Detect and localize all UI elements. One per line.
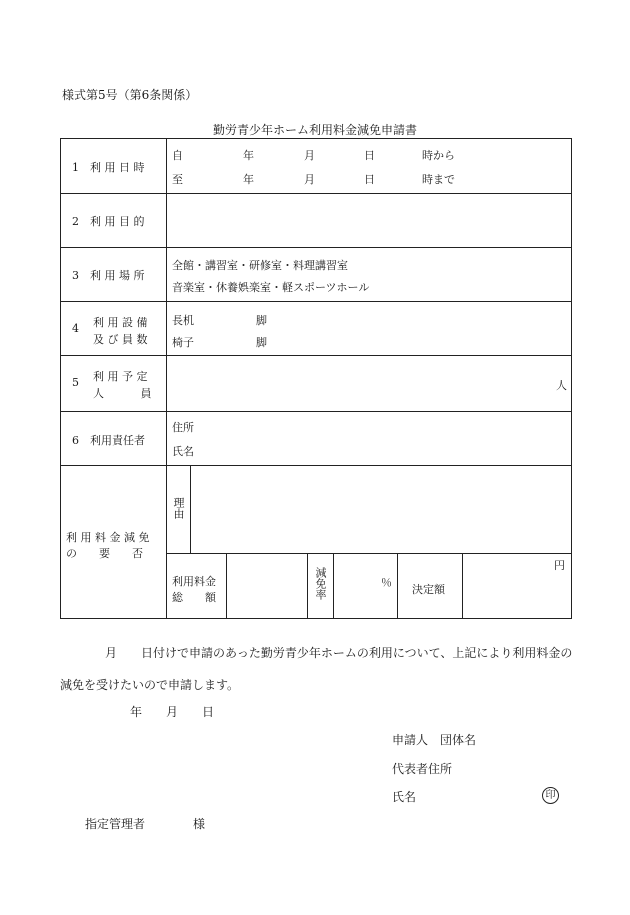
- to-time: 時まで: [422, 173, 455, 186]
- place-options-line1: 全館・講習室・研修室・料理講習室: [172, 259, 348, 272]
- row1-label: 1 利 用 日 時: [72, 161, 145, 174]
- from-day: 日: [364, 149, 375, 162]
- representative-address: 代表者住所: [392, 762, 453, 776]
- yen-unit: 円: [554, 559, 565, 572]
- from-year: 年: [243, 149, 254, 162]
- application-date: 年 月 日: [130, 705, 215, 719]
- total-label-line2: 総 額: [172, 591, 216, 604]
- to-prefix: 至: [172, 173, 183, 186]
- responsible-address: 住所: [172, 421, 194, 434]
- form-number: 様式第5号（第6条関係）: [62, 88, 198, 102]
- row6-label: 6 利用責任者: [72, 434, 145, 447]
- row7-label-line1: 利 用 料 金 減 免: [66, 531, 150, 544]
- to-year: 年: [243, 173, 254, 186]
- row4-number: 4: [72, 322, 79, 335]
- equipment-chair: 椅子: [172, 336, 194, 349]
- row5-number: 5: [72, 376, 79, 389]
- total-label-line1: 利用料金: [172, 575, 216, 588]
- document-title: 勤労青少年ホーム利用料金減免申請書: [213, 123, 418, 137]
- equipment-desk-unit: 脚: [256, 314, 267, 327]
- from-month: 月: [304, 149, 315, 162]
- row5-label-line2: 人 員: [93, 387, 152, 400]
- persons-unit: 人: [556, 379, 567, 392]
- row3-label: 3 利 用 場 所: [72, 269, 145, 282]
- row4-label-line1: 利 用 設 備: [93, 316, 148, 329]
- from-prefix: 自: [172, 149, 183, 162]
- applicant-group: 申請人 団体名: [392, 733, 477, 747]
- addressee: 指定管理者 様: [85, 817, 206, 831]
- row2-label: 2 利 用 目 的: [72, 215, 145, 228]
- statement-line1: 月 日付けで申請のあった勤労青少年ホームの利用について、上記により利用料金の: [105, 646, 573, 660]
- reduction-rate-label: 減免率: [314, 567, 327, 600]
- reason-label: 理由: [172, 497, 185, 519]
- percent-sign: ％: [381, 576, 392, 589]
- decided-amount-label: 決定額: [412, 583, 445, 596]
- from-time: 時から: [422, 149, 455, 162]
- responsible-name: 氏名: [172, 445, 194, 458]
- applicant-name: 氏名: [392, 790, 417, 804]
- statement-line2: 減免を受けたいので申請します。: [60, 678, 240, 692]
- to-month: 月: [304, 173, 315, 186]
- place-options-line2: 音楽室・休養娯楽室・軽スポーツホール: [172, 281, 370, 294]
- equipment-chair-unit: 脚: [256, 336, 267, 349]
- equipment-desk: 長机: [172, 314, 194, 327]
- row7-label-line2: の 要 否: [66, 547, 143, 560]
- seal-icon: 印: [542, 787, 559, 804]
- to-day: 日: [364, 173, 375, 186]
- row5-label-line1: 利 用 予 定: [93, 370, 148, 383]
- row4-label-line2: 及 び 員 数: [93, 333, 148, 346]
